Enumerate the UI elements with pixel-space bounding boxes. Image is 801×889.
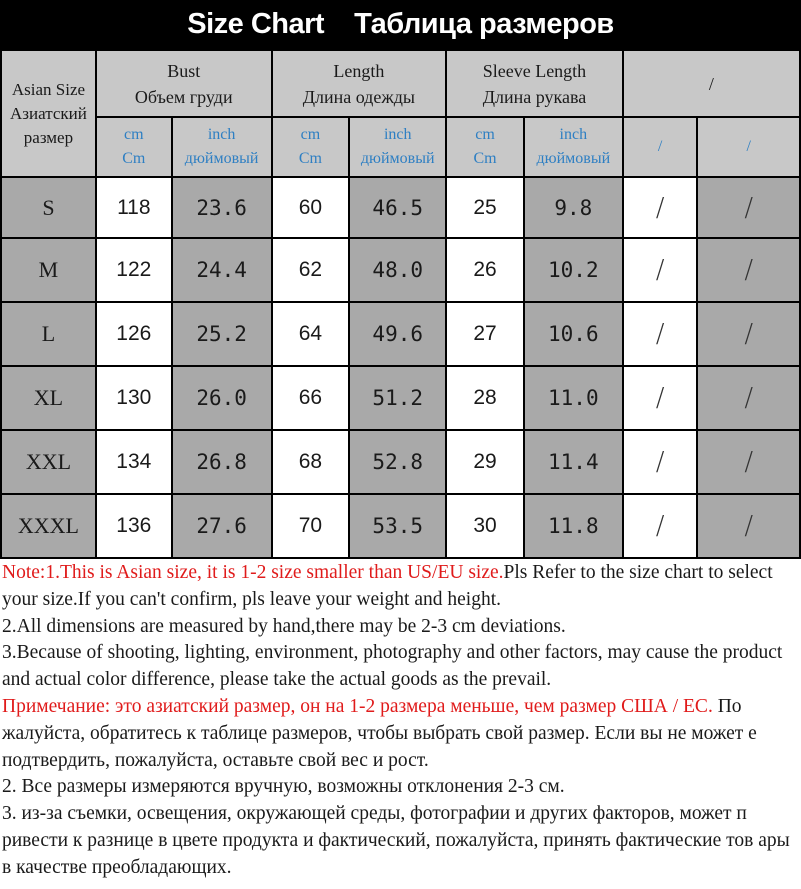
note-ru-3: 3. из-за съемки, освещения, окружающей среды, фотографии и других факторов, может п ривести к разнице в цвете продукта и фактический, пожалуйста, принять фактические тов ары в качестве преобладающих. xyxy=(2,803,790,878)
extra-2: / xyxy=(697,177,800,238)
unit-extra-2 xyxy=(697,117,800,177)
extra-2: / xyxy=(697,302,800,366)
table-row xyxy=(1,494,800,558)
unit-bust-cm xyxy=(96,117,172,177)
header-length xyxy=(272,50,447,117)
unit-cm-line: cm xyxy=(475,126,495,143)
extra-1: / xyxy=(623,302,698,366)
sleeve-inch: 10.2 xyxy=(524,238,623,302)
header-length-ru: Длина одежды xyxy=(302,86,416,107)
size-label: M xyxy=(1,238,96,302)
note-3: 3.Because of shooting, lighting, environment, photography and other factors, may cause the product and actual color difference, please take the actual goods as the prevail. xyxy=(2,642,783,691)
note-ru-1-warning: Примечание: это азиатский размер, он на 1-2 размера меньше, чем размер США / ЕС. xyxy=(2,695,713,717)
title-bar xyxy=(0,0,801,49)
bust-cm: 134 xyxy=(96,430,172,494)
extra-1: / xyxy=(623,430,698,494)
unit-inch-line: дюймовый xyxy=(536,150,611,167)
length-inch: 51.2 xyxy=(349,366,446,430)
table-row xyxy=(1,302,800,366)
length-inch: 46.5 xyxy=(349,177,446,238)
extra-1: / xyxy=(623,494,698,558)
note-1-text: Pls Refer to the size chart to select your size.If you can't confirm, pls leave your weight and height. xyxy=(2,562,773,610)
extra-2: / xyxy=(697,366,800,430)
unit-bust-inch xyxy=(172,117,272,177)
bust-inch: 26.8 xyxy=(172,430,272,494)
length-cm: 62 xyxy=(272,238,350,302)
bust-inch: 25.2 xyxy=(172,302,272,366)
bust-cm: 122 xyxy=(96,238,172,302)
length-inch: 52.8 xyxy=(349,430,446,494)
unit-cm-line: cm xyxy=(300,126,321,143)
bust-cm: 130 xyxy=(96,366,172,430)
length-cm: 70 xyxy=(272,494,350,558)
sleeve-inch: 11.0 xyxy=(524,366,623,430)
bust-inch: 26.0 xyxy=(172,366,272,430)
unit-inch-line: дюймовый xyxy=(360,150,435,167)
extra-2: / xyxy=(697,430,800,494)
unit-cm-line: Cm xyxy=(122,150,146,167)
unit-length-inch xyxy=(349,117,446,177)
size-label: XXL xyxy=(1,430,96,494)
sleeve-cm: 25 xyxy=(446,177,524,238)
extra-1: / xyxy=(623,366,698,430)
unit-cm-line: cm xyxy=(124,126,144,143)
table-row xyxy=(1,177,800,238)
size-table xyxy=(0,49,801,559)
sleeve-inch: 10.6 xyxy=(524,302,623,366)
sleeve-inch: 11.8 xyxy=(524,494,623,558)
header-size-line: Азиатский xyxy=(10,103,87,123)
unit-inch-line: inch xyxy=(383,126,412,143)
bust-cm: 118 xyxy=(96,177,172,238)
header-length-en: Length xyxy=(333,60,385,81)
header-size-line: размер xyxy=(23,127,74,147)
header-bust-en: Bust xyxy=(167,60,201,81)
unit-sleeve-inch xyxy=(524,117,623,177)
unit-slash: / xyxy=(657,138,663,155)
length-cm: 68 xyxy=(272,430,350,494)
header-bust-ru: Объем груди xyxy=(134,86,233,107)
unit-inch-line: inch xyxy=(207,126,236,143)
note-ru-1-text: По жалуйста, обратитесь к таблице размеров, чтобы выбрать свой размер. Если вы не может е подтвердить, пожалуйста, оставьте свой вес и рост. xyxy=(2,695,757,771)
header-sleeve-en: Sleeve Length xyxy=(482,60,587,81)
note-1-warning: Note:1.This is Asian size, it is 1-2 size smaller than US/EU size. xyxy=(2,562,504,583)
sleeve-inch: 9.8 xyxy=(524,177,623,238)
header-size-line: Asian Size xyxy=(11,79,86,99)
extra-1: / xyxy=(623,238,698,302)
size-label: L xyxy=(1,302,96,366)
unit-inch-line: дюймовый xyxy=(184,150,259,167)
table-row xyxy=(1,238,800,302)
unit-sleeve-cm xyxy=(446,117,524,177)
sleeve-cm: 26 xyxy=(446,238,524,302)
extra-2: / xyxy=(697,238,800,302)
notes-section xyxy=(2,560,799,882)
size-label: XL xyxy=(1,366,96,430)
title-en: Size Chart xyxy=(187,8,325,40)
bust-inch: 23.6 xyxy=(172,177,272,238)
note-2: 2.All dimensions are measured by hand,there may be 2-3 cm deviations. xyxy=(2,615,566,637)
note-ru-1 xyxy=(2,694,799,774)
bust-cm: 136 xyxy=(96,494,172,558)
header-extra-label: / xyxy=(708,73,714,94)
bust-inch: 24.4 xyxy=(172,238,272,302)
length-cm: 66 xyxy=(272,366,350,430)
note-ru-2: 2. Все размеры измеряются вручную, возможны отклонения 2-3 см. xyxy=(2,776,565,798)
header-sleeve xyxy=(446,50,623,117)
unit-inch-line: inch xyxy=(559,126,588,143)
size-label: S xyxy=(1,177,96,238)
note-1 xyxy=(2,560,799,614)
header-size xyxy=(1,50,96,177)
sleeve-cm: 28 xyxy=(446,366,524,430)
length-inch: 53.5 xyxy=(349,494,446,558)
unit-cm-line: Cm xyxy=(473,150,497,167)
sleeve-cm: 27 xyxy=(446,302,524,366)
bust-cm: 126 xyxy=(96,302,172,366)
sleeve-inch: 11.4 xyxy=(524,430,623,494)
unit-length-cm xyxy=(272,117,350,177)
header-sleeve-ru: Длина рукава xyxy=(482,86,587,107)
table-row xyxy=(1,430,800,494)
bust-inch: 27.6 xyxy=(172,494,272,558)
header-bust xyxy=(96,50,272,117)
length-cm: 64 xyxy=(272,302,350,366)
size-label: XXXL xyxy=(1,494,96,558)
length-inch: 49.6 xyxy=(349,302,446,366)
length-cm: 60 xyxy=(272,177,350,238)
unit-extra-1 xyxy=(623,117,698,177)
sleeve-cm: 29 xyxy=(446,430,524,494)
unit-cm-line: Cm xyxy=(298,150,322,167)
unit-slash: / xyxy=(746,138,751,155)
length-inch: 48.0 xyxy=(349,238,446,302)
sleeve-cm: 30 xyxy=(446,494,524,558)
header-extra xyxy=(623,50,800,117)
extra-1: / xyxy=(623,177,698,238)
table-row xyxy=(1,366,800,430)
title-ru: Таблица размеров xyxy=(354,8,614,40)
extra-2: / xyxy=(697,494,800,558)
